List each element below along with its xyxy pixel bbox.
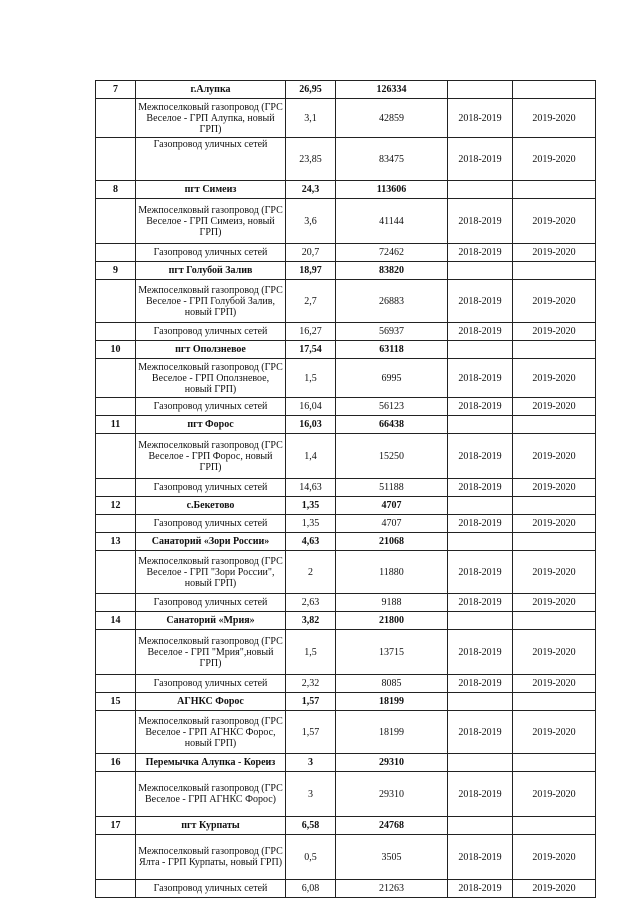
table-row-locality bbox=[96, 497, 596, 515]
object-name-cell: Межпоселковый газопровод (ГРС Веселое - ГРП АГНКС Форос, новый ГРП) bbox=[136, 711, 286, 754]
construction-years-cell bbox=[513, 533, 596, 551]
table-row-locality bbox=[96, 81, 596, 99]
table-row-locality bbox=[96, 817, 596, 835]
object-name-cell: Газопровод уличных сетей bbox=[136, 479, 286, 497]
row-number-cell: 17 bbox=[96, 817, 136, 835]
cost-cell: 63118 bbox=[336, 341, 448, 359]
table-row-item bbox=[96, 880, 596, 898]
row-number-cell bbox=[96, 711, 136, 754]
cost-cell: 13715 bbox=[336, 630, 448, 675]
table-row-locality bbox=[96, 262, 596, 280]
construction-years-cell: 2019-2020 bbox=[513, 772, 596, 817]
cost-cell: 15250 bbox=[336, 434, 448, 479]
table-row-item bbox=[96, 479, 596, 497]
construction-years-cell: 2019-2020 bbox=[513, 398, 596, 416]
length-km-cell: 18,97 bbox=[286, 262, 336, 280]
design-years-cell: 2018-2019 bbox=[448, 630, 513, 675]
table-row-item bbox=[96, 630, 596, 675]
cost-cell: 29310 bbox=[336, 772, 448, 817]
object-name-cell: Межпоселковый газопровод (ГРС Веселое - ГРП "Мрия",новый ГРП) bbox=[136, 630, 286, 675]
design-years-cell: 2018-2019 bbox=[448, 199, 513, 244]
design-years-cell: 2018-2019 bbox=[448, 772, 513, 817]
design-years-cell: 2018-2019 bbox=[448, 835, 513, 880]
design-years-cell bbox=[448, 533, 513, 551]
design-years-cell: 2018-2019 bbox=[448, 359, 513, 398]
row-number-cell: 13 bbox=[96, 533, 136, 551]
object-name-cell: Межпоселковый газопровод (ГРС Веселое - ГРП АГНКС Форос) bbox=[136, 772, 286, 817]
row-number-cell: 14 bbox=[96, 612, 136, 630]
length-km-cell: 1,5 bbox=[286, 359, 336, 398]
table-row-item bbox=[96, 594, 596, 612]
object-name-cell: Газопровод уличных сетей bbox=[136, 398, 286, 416]
length-km-cell: 0,5 bbox=[286, 835, 336, 880]
length-km-cell: 3,1 bbox=[286, 99, 336, 138]
length-km-cell: 2,7 bbox=[286, 280, 336, 323]
row-number-cell: 8 bbox=[96, 181, 136, 199]
row-number-cell bbox=[96, 244, 136, 262]
object-name-cell: Межпоселковый газопровод (ГРС Веселое - ГРП "Зори России", новый ГРП) bbox=[136, 551, 286, 594]
length-km-cell: 24,3 bbox=[286, 181, 336, 199]
table-row-locality bbox=[96, 416, 596, 434]
object-name-cell: пгт Форос bbox=[136, 416, 286, 434]
object-name-cell: пгт Курпаты bbox=[136, 817, 286, 835]
construction-years-cell bbox=[513, 754, 596, 772]
row-number-cell bbox=[96, 434, 136, 479]
construction-years-cell bbox=[513, 817, 596, 835]
table-row-locality bbox=[96, 181, 596, 199]
cost-cell: 3505 bbox=[336, 835, 448, 880]
construction-years-cell: 2019-2020 bbox=[513, 99, 596, 138]
length-km-cell: 4,63 bbox=[286, 533, 336, 551]
table-row-item bbox=[96, 551, 596, 594]
row-number-cell: 12 bbox=[96, 497, 136, 515]
length-km-cell: 3,6 bbox=[286, 199, 336, 244]
row-number-cell bbox=[96, 359, 136, 398]
construction-years-cell: 2019-2020 bbox=[513, 244, 596, 262]
design-years-cell: 2018-2019 bbox=[448, 479, 513, 497]
construction-years-cell bbox=[513, 416, 596, 434]
object-name-cell: Перемычка Алупка - Кореиз bbox=[136, 754, 286, 772]
row-number-cell: 11 bbox=[96, 416, 136, 434]
gas-pipeline-table bbox=[95, 80, 596, 898]
cost-cell: 83475 bbox=[336, 138, 448, 181]
construction-years-cell: 2019-2020 bbox=[513, 835, 596, 880]
table-body bbox=[96, 81, 596, 898]
design-years-cell bbox=[448, 612, 513, 630]
length-km-cell: 1,35 bbox=[286, 497, 336, 515]
cost-cell: 21800 bbox=[336, 612, 448, 630]
row-number-cell bbox=[96, 630, 136, 675]
table-row-item bbox=[96, 99, 596, 138]
object-name-cell: Газопровод уличных сетей bbox=[136, 515, 286, 533]
construction-years-cell: 2019-2020 bbox=[513, 630, 596, 675]
table-row-locality bbox=[96, 341, 596, 359]
row-number-cell bbox=[96, 772, 136, 817]
cost-cell: 24768 bbox=[336, 817, 448, 835]
design-years-cell: 2018-2019 bbox=[448, 880, 513, 898]
design-years-cell: 2018-2019 bbox=[448, 398, 513, 416]
cost-cell: 72462 bbox=[336, 244, 448, 262]
table-row-item bbox=[96, 280, 596, 323]
table-row-item bbox=[96, 675, 596, 693]
length-km-cell: 16,04 bbox=[286, 398, 336, 416]
cost-cell: 21068 bbox=[336, 533, 448, 551]
construction-years-cell: 2019-2020 bbox=[513, 551, 596, 594]
design-years-cell: 2018-2019 bbox=[448, 99, 513, 138]
length-km-cell: 3,82 bbox=[286, 612, 336, 630]
construction-years-cell: 2019-2020 bbox=[513, 434, 596, 479]
length-km-cell: 1,35 bbox=[286, 515, 336, 533]
cost-cell: 8085 bbox=[336, 675, 448, 693]
object-name-cell: Санаторий «Зори России» bbox=[136, 533, 286, 551]
table-row-item bbox=[96, 138, 596, 181]
object-name-cell: АГНКС Форос bbox=[136, 693, 286, 711]
cost-cell: 18199 bbox=[336, 711, 448, 754]
length-km-cell: 14,63 bbox=[286, 479, 336, 497]
object-name-cell: Газопровод уличных сетей bbox=[136, 675, 286, 693]
cost-cell: 41144 bbox=[336, 199, 448, 244]
table-row-item bbox=[96, 359, 596, 398]
cost-cell: 51188 bbox=[336, 479, 448, 497]
cost-cell: 21263 bbox=[336, 880, 448, 898]
object-name-cell: Межпоселковый газопровод (ГРС Ялта - ГРП Курпаты, новый ГРП) bbox=[136, 835, 286, 880]
construction-years-cell: 2019-2020 bbox=[513, 880, 596, 898]
row-number-cell bbox=[96, 99, 136, 138]
length-km-cell: 2,63 bbox=[286, 594, 336, 612]
design-years-cell: 2018-2019 bbox=[448, 138, 513, 181]
object-name-cell: Межпоселковый газопровод (ГРС Веселое - ГРП Алупка, новый ГРП) bbox=[136, 99, 286, 138]
construction-years-cell bbox=[513, 262, 596, 280]
cost-cell: 9188 bbox=[336, 594, 448, 612]
table-row-locality bbox=[96, 612, 596, 630]
object-name-cell: пгт Голубой Залив bbox=[136, 262, 286, 280]
length-km-cell: 23,85 bbox=[286, 138, 336, 181]
cost-cell: 18199 bbox=[336, 693, 448, 711]
design-years-cell bbox=[448, 181, 513, 199]
row-number-cell: 7 bbox=[96, 81, 136, 99]
row-number-cell: 10 bbox=[96, 341, 136, 359]
cost-cell: 26883 bbox=[336, 280, 448, 323]
table-row-item bbox=[96, 835, 596, 880]
object-name-cell: Межпоселковый газопровод (ГРС Веселое - ГРП Симеиз, новый ГРП) bbox=[136, 199, 286, 244]
object-name-cell: Газопровод уличных сетей bbox=[136, 244, 286, 262]
construction-years-cell: 2019-2020 bbox=[513, 199, 596, 244]
table-row-locality bbox=[96, 754, 596, 772]
length-km-cell: 2,32 bbox=[286, 675, 336, 693]
design-years-cell bbox=[448, 497, 513, 515]
row-number-cell bbox=[96, 835, 136, 880]
length-km-cell: 3 bbox=[286, 754, 336, 772]
object-name-cell: Газопровод уличных сетей bbox=[136, 138, 286, 181]
length-km-cell: 6,08 bbox=[286, 880, 336, 898]
length-km-cell: 1,4 bbox=[286, 434, 336, 479]
design-years-cell bbox=[448, 81, 513, 99]
table-row-item bbox=[96, 398, 596, 416]
object-name-cell: Межпоселковый газопровод (ГРС Веселое - ГРП Форос, новый ГРП) bbox=[136, 434, 286, 479]
length-km-cell: 2 bbox=[286, 551, 336, 594]
cost-cell: 66438 bbox=[336, 416, 448, 434]
row-number-cell bbox=[96, 138, 136, 181]
object-name-cell: пгт Оползневое bbox=[136, 341, 286, 359]
cost-cell: 83820 bbox=[336, 262, 448, 280]
design-years-cell bbox=[448, 817, 513, 835]
length-km-cell: 17,54 bbox=[286, 341, 336, 359]
table-row-locality bbox=[96, 693, 596, 711]
cost-cell: 126334 bbox=[336, 81, 448, 99]
design-years-cell: 2018-2019 bbox=[448, 675, 513, 693]
row-number-cell bbox=[96, 479, 136, 497]
table-row-item bbox=[96, 515, 596, 533]
construction-years-cell: 2019-2020 bbox=[513, 515, 596, 533]
design-years-cell: 2018-2019 bbox=[448, 515, 513, 533]
row-number-cell bbox=[96, 594, 136, 612]
cost-cell: 6995 bbox=[336, 359, 448, 398]
object-name-cell: Газопровод уличных сетей bbox=[136, 594, 286, 612]
construction-years-cell: 2019-2020 bbox=[513, 594, 596, 612]
design-years-cell: 2018-2019 bbox=[448, 280, 513, 323]
construction-years-cell bbox=[513, 341, 596, 359]
object-name-cell: Газопровод уличных сетей bbox=[136, 323, 286, 341]
row-number-cell bbox=[96, 551, 136, 594]
table-row-item bbox=[96, 772, 596, 817]
cost-cell: 56937 bbox=[336, 323, 448, 341]
length-km-cell: 16,03 bbox=[286, 416, 336, 434]
length-km-cell: 3 bbox=[286, 772, 336, 817]
construction-years-cell: 2019-2020 bbox=[513, 711, 596, 754]
cost-cell: 11880 bbox=[336, 551, 448, 594]
row-number-cell: 15 bbox=[96, 693, 136, 711]
construction-years-cell bbox=[513, 81, 596, 99]
row-number-cell: 9 bbox=[96, 262, 136, 280]
row-number-cell bbox=[96, 880, 136, 898]
cost-cell: 42859 bbox=[336, 99, 448, 138]
design-years-cell bbox=[448, 341, 513, 359]
design-years-cell: 2018-2019 bbox=[448, 323, 513, 341]
length-km-cell: 1,57 bbox=[286, 711, 336, 754]
length-km-cell: 1,57 bbox=[286, 693, 336, 711]
object-name-cell: г.Алупка bbox=[136, 81, 286, 99]
object-name-cell: пгт Симеиз bbox=[136, 181, 286, 199]
row-number-cell bbox=[96, 515, 136, 533]
length-km-cell: 1,5 bbox=[286, 630, 336, 675]
design-years-cell bbox=[448, 693, 513, 711]
row-number-cell bbox=[96, 323, 136, 341]
table-row-item bbox=[96, 244, 596, 262]
construction-years-cell: 2019-2020 bbox=[513, 479, 596, 497]
construction-years-cell bbox=[513, 181, 596, 199]
construction-years-cell: 2019-2020 bbox=[513, 280, 596, 323]
object-name-cell: Газопровод уличных сетей bbox=[136, 880, 286, 898]
row-number-cell bbox=[96, 675, 136, 693]
design-years-cell: 2018-2019 bbox=[448, 244, 513, 262]
length-km-cell: 6,58 bbox=[286, 817, 336, 835]
object-name-cell: Межпоселковый газопровод (ГРС Веселое - ГРП Голубой Залив, новый ГРП) bbox=[136, 280, 286, 323]
design-years-cell: 2018-2019 bbox=[448, 434, 513, 479]
design-years-cell bbox=[448, 416, 513, 434]
object-name-cell: Санаторий «Мрия» bbox=[136, 612, 286, 630]
construction-years-cell: 2019-2020 bbox=[513, 323, 596, 341]
cost-cell: 4707 bbox=[336, 515, 448, 533]
design-years-cell bbox=[448, 754, 513, 772]
row-number-cell bbox=[96, 199, 136, 244]
construction-years-cell bbox=[513, 497, 596, 515]
cost-cell: 113606 bbox=[336, 181, 448, 199]
cost-cell: 29310 bbox=[336, 754, 448, 772]
cost-cell: 56123 bbox=[336, 398, 448, 416]
length-km-cell: 26,95 bbox=[286, 81, 336, 99]
construction-years-cell bbox=[513, 612, 596, 630]
table-row-item bbox=[96, 199, 596, 244]
design-years-cell: 2018-2019 bbox=[448, 594, 513, 612]
table-row-item bbox=[96, 434, 596, 479]
length-km-cell: 20,7 bbox=[286, 244, 336, 262]
row-number-cell bbox=[96, 398, 136, 416]
object-name-cell: с.Бекетово bbox=[136, 497, 286, 515]
cost-cell: 4707 bbox=[336, 497, 448, 515]
construction-years-cell bbox=[513, 693, 596, 711]
table-row-item bbox=[96, 323, 596, 341]
row-number-cell: 16 bbox=[96, 754, 136, 772]
object-name-cell: Межпоселковый газопровод (ГРС Веселое - ГРП Оползневое, новый ГРП) bbox=[136, 359, 286, 398]
design-years-cell: 2018-2019 bbox=[448, 551, 513, 594]
construction-years-cell: 2019-2020 bbox=[513, 675, 596, 693]
design-years-cell: 2018-2019 bbox=[448, 711, 513, 754]
table-row-locality bbox=[96, 533, 596, 551]
design-years-cell bbox=[448, 262, 513, 280]
length-km-cell: 16,27 bbox=[286, 323, 336, 341]
row-number-cell bbox=[96, 280, 136, 323]
construction-years-cell: 2019-2020 bbox=[513, 359, 596, 398]
table-row-item bbox=[96, 711, 596, 754]
construction-years-cell: 2019-2020 bbox=[513, 138, 596, 181]
